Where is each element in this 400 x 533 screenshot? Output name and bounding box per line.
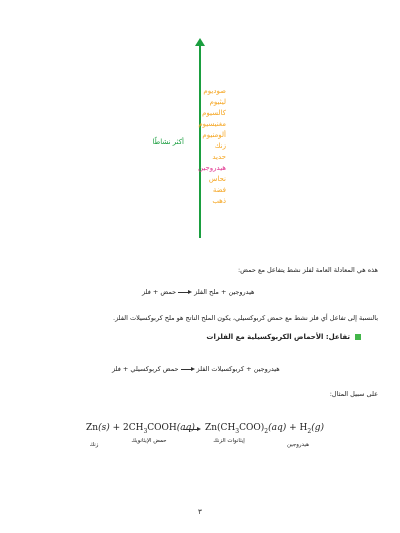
- acid-subscript: 3: [143, 427, 148, 435]
- reactivity-metal: ليثيوم: [209, 98, 226, 106]
- reaction-arrow-icon: [181, 366, 195, 372]
- carboxylic-equation-reactants: حمض كربوكسيلي + فلز: [112, 365, 179, 373]
- page-number: ٣: [198, 508, 202, 516]
- caption-hydrogen: هيدروجين: [286, 442, 309, 448]
- carboxylic-equation: [112, 365, 280, 373]
- caption-zinc-ethanoate: إيثانوات الزنك: [213, 438, 245, 444]
- reactivity-metal: نحاس: [208, 175, 226, 183]
- zinc-formula: Zn: [86, 423, 99, 433]
- reaction-arrow-icon: [183, 426, 201, 432]
- salt-formula-part: Zn(CH: [205, 423, 236, 433]
- salt-state: (aq): [268, 423, 287, 433]
- hydrogen-formula: + H: [286, 423, 308, 433]
- hydrogen-state: (g): [311, 423, 325, 433]
- general-equation: [142, 288, 254, 296]
- reactivity-metal: فضة: [212, 186, 226, 194]
- plus-sign: +: [109, 423, 123, 433]
- reactivity-metal: كالسيوم: [202, 109, 226, 117]
- zinc-state: (s): [98, 423, 110, 433]
- general-equation-reactants: حمض + فلز: [142, 288, 177, 296]
- salt-formula-mid: COO): [239, 423, 265, 433]
- reactivity-metal: ألومنيوم: [202, 131, 226, 139]
- reactivity-metal: صوديوم: [203, 87, 226, 95]
- section-bullet-icon: [355, 334, 361, 340]
- reactivity-metal: مغنيسيوم: [198, 120, 226, 128]
- reactivity-metal: ذهب: [212, 197, 226, 205]
- example-products: [205, 423, 324, 435]
- hydrogen-subscript: 2: [307, 427, 312, 435]
- caption-zinc: زنك: [89, 442, 99, 448]
- general-equation-products: هيدروجين + ملح الفلز: [194, 288, 255, 296]
- carboxylic-note: بالنسبة إلى تفاعل أي فلز نشط مع حمض كربوكسيلي، يكون الملح الناتج هو ملح كربوكسيلات الفلز.: [113, 314, 378, 322]
- intro-text: هذه هي المعادلة العامة لفلز نشط يتفاعل مع حمض:: [237, 266, 378, 274]
- salt-subscript-1: 3: [235, 427, 240, 435]
- acid-state: (aq): [176, 423, 195, 433]
- salt-subscript-2: 2: [264, 427, 269, 435]
- section-heading: تفاعل: الأحماض الكربوكسيلية مع الفلزات: [206, 333, 350, 341]
- example-reactants: [86, 423, 195, 435]
- reactivity-metal: هيدروجين: [197, 164, 226, 172]
- reactivity-arrow: [199, 44, 201, 238]
- reaction-arrow-icon: [178, 289, 192, 295]
- more-reactive-label: أكثر نشاطًا: [152, 138, 184, 146]
- example-label: على سبيل المثال:: [329, 390, 378, 398]
- acid-formula-rest: COOH: [147, 423, 177, 433]
- carboxylic-equation-products: هيدروجين + كربوكسيلات الفلز: [196, 365, 280, 373]
- reactivity-metal: زنك: [214, 142, 226, 150]
- acid-formula-part: 2CH: [122, 423, 144, 433]
- reactivity-metal: حديد: [212, 153, 226, 161]
- caption-ethanoic-acid: حمض الإيثانويك: [131, 438, 167, 444]
